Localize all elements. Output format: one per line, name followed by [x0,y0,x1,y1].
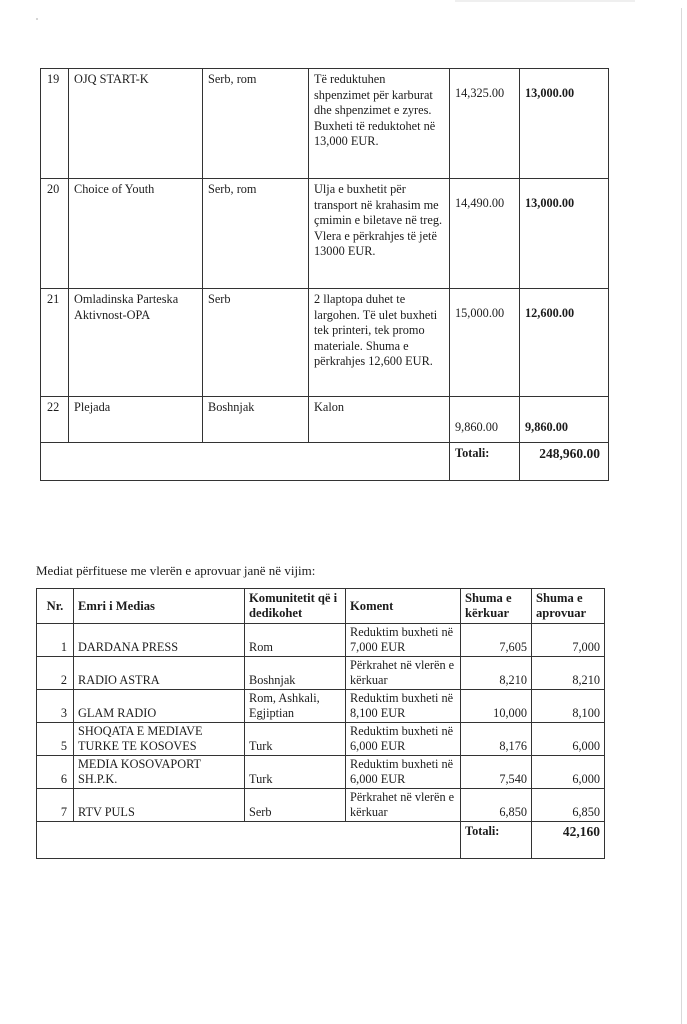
community: Turk [245,723,346,756]
row-number: 20 [41,179,69,289]
amount-requested: 7,605 [461,624,532,657]
table-row [37,690,605,723]
amount-approved: 7,000 [532,624,605,657]
community: Serb, rom [203,69,309,179]
community: Boshnjak [203,397,309,443]
table-row [37,657,605,690]
row-number: 21 [41,289,69,397]
comment: Përkrahet në vlerën e kërkuar [346,789,461,822]
community: Serb [203,289,309,397]
organization-name: Choice of Youth [69,179,203,289]
media-section-intro: Mediat përfituese me vlerën e aprovuar janë në vijim: [36,563,316,578]
table-row [37,624,605,657]
table-row [41,69,609,179]
row-number: 1 [37,624,74,657]
header-community: Komunitetit që i dedikohet [245,589,346,624]
amount-approved: 8,210 [532,657,605,690]
amount-approved: 13,000.00 [520,69,609,179]
comment: Reduktim buxheti në 7,000 EUR [346,624,461,657]
amount-requested: 14,325.00 [450,69,520,179]
total-row [41,443,609,481]
amount-requested: 10,000 [461,690,532,723]
table-header-row [37,589,605,624]
total-label: Totali: [461,822,532,859]
amount-requested: 6,850 [461,789,532,822]
community: Serb [245,789,346,822]
table-row [37,756,605,789]
total-row-spacer [41,443,450,481]
header-requested: Shuma e kërkuar [461,589,532,624]
row-number: 2 [37,657,74,690]
scan-edge-line [681,8,682,1024]
row-number: 19 [41,69,69,179]
table-row [37,789,605,822]
media-table [36,588,605,859]
community: Rom [245,624,346,657]
comment: Të reduktuhen shpenzimet për karburat dhe shpenzimet e zyres. Buxheti të reduktohet në 13,000 EUR. [309,69,450,179]
row-number: 22 [41,397,69,443]
media-name: GLAM RADIO [74,690,245,723]
community: Serb, rom [203,179,309,289]
amount-requested: 14,490.00 [450,179,520,289]
header-media-name: Emri i Medias [74,589,245,624]
media-name: DARDANA PRESS [74,624,245,657]
organizations-table [40,68,609,481]
amount-approved: 6,000 [532,756,605,789]
scan-artifact [455,0,635,2]
comment: Reduktim buxheti në 6,000 EUR [346,723,461,756]
community: Turk [245,756,346,789]
amount-approved: 8,100 [532,690,605,723]
organization-name: Omladinska Parteska Aktivnost-OPA [69,289,203,397]
comment: Përkrahet në vlerën e kërkuar [346,657,461,690]
table-row [41,289,609,397]
total-value: 42,160 [532,822,605,859]
community: Rom, Ashkali, Egjiptian [245,690,346,723]
amount-approved: 12,600.00 [520,289,609,397]
total-label: Totali: [450,443,520,481]
row-number: 5 [37,723,74,756]
media-name: RADIO ASTRA [74,657,245,690]
header-approved: Shuma e aprovuar [532,589,605,624]
total-row-spacer [37,822,461,859]
organization-name: OJQ START-K [69,69,203,179]
media-name: RTV PULS [74,789,245,822]
table-row [41,397,609,443]
amount-requested: 8,210 [461,657,532,690]
community: Boshnjak [245,657,346,690]
row-number: 7 [37,789,74,822]
table-row [37,723,605,756]
total-value: 248,960.00 [520,443,609,481]
header-comment: Koment [346,589,461,624]
amount-approved: 9,860.00 [520,397,609,443]
organization-name: Plejada [69,397,203,443]
comment: Reduktim buxheti në 8,100 EUR [346,690,461,723]
comment: 2 llaptopa duhet te largohen. Të ulet buxheti tek printeri, tek promo materiale. Shuma e përkrahjes 12,600 EUR. [309,289,450,397]
amount-requested: 7,540 [461,756,532,789]
amount-approved: 13,000.00 [520,179,609,289]
amount-approved: 6,000 [532,723,605,756]
amount-requested: 8,176 [461,723,532,756]
row-number: 6 [37,756,74,789]
media-name: SHOQATA E MEDIAVE TURKE TE KOSOVES [74,723,245,756]
comment: Reduktim buxheti në 6,000 EUR [346,756,461,789]
amount-approved: 6,850 [532,789,605,822]
comment: Kalon [309,397,450,443]
total-row [37,822,605,859]
row-number: 3 [37,690,74,723]
media-name: MEDIA KOSOVAPORT SH.P.K. [74,756,245,789]
amount-requested: 9,860.00 [450,397,520,443]
comment: Ulja e buxhetit për transport në krahasim me çmimin e biletave në treg. Vlera e përkrahjes të jetë 13000 EUR. [309,179,450,289]
amount-requested: 15,000.00 [450,289,520,397]
table-row [41,179,609,289]
header-nr: Nr. [37,589,74,624]
scan-speck [36,18,38,20]
